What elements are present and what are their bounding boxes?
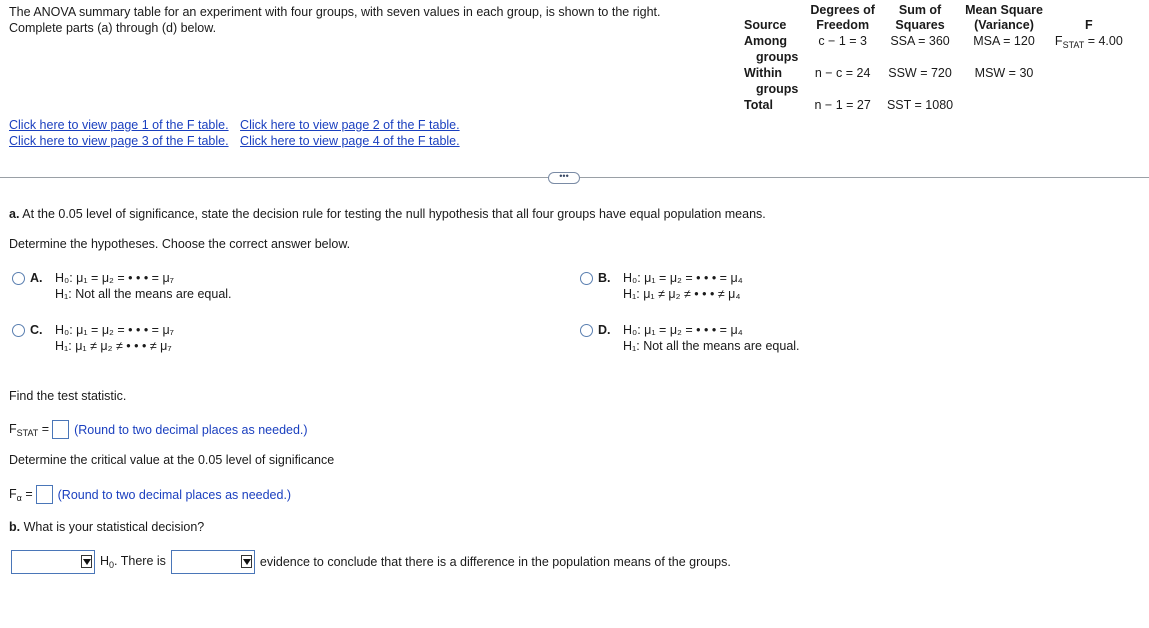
hypotheses-prompt: Determine the hypotheses. Choose the correct answer below. [9,237,351,251]
find-test-statistic-prompt: Find the test statistic. [9,389,127,403]
f-table-links [9,117,468,149]
option-a-h0: H₀: μ₁ = μ₂ = • • • = μ₇ [55,271,174,285]
source-among: Among groups [744,34,799,64]
anova-row-within [738,65,1129,97]
f-table-page-1-link[interactable]: Click here to view page 1 of the F table. [9,118,229,132]
option-c-body [55,322,174,354]
option-d-radio[interactable] [580,324,593,337]
header-df: Degrees of Freedom [810,3,875,32]
option-a-h1: H₁: Not all the means are equal. [55,287,232,301]
fstat-round-hint: (Round to two decimal places as needed.) [74,422,308,437]
option-a-body [55,270,232,302]
f-stat-value: $F_{STAT} = 4.00$ [1054,34,1123,50]
source-within: Within groups [744,66,799,96]
header-ss: Sum of Squares [895,3,945,32]
source-total: Total [744,98,773,112]
option-d-h1: H₁: Not all the means are equal. [623,339,800,353]
option-b-body [623,270,743,302]
f-table-page-3-link[interactable]: Click here to view page 3 of the F table. [9,134,229,148]
intro-line-2: Complete parts (a) through (d) below. [9,21,217,35]
falpha-answer-row [9,485,291,504]
option-b-h1: H₁: μ₁ ≠ μ₂ ≠ • • • ≠ μ₄ [623,287,741,301]
option-b-letter: B. [598,271,611,285]
part-b-label: b. [9,520,21,534]
anova-row-among [738,33,1129,65]
option-c-letter: C. [30,323,43,337]
df-among: c − 1 = 3 [818,34,867,48]
falpha-round-hint: (Round to two decimal places as needed.) [57,487,292,502]
f-total-empty [1049,97,1129,113]
header-f: F [1085,18,1093,32]
option-c-radio[interactable] [12,324,25,337]
anova-header-row [738,3,1129,33]
part-b-text: What is your statistical decision? [23,520,205,534]
option-d-body [623,322,800,354]
evidence-dropdown[interactable] [171,550,255,574]
ms-within: MSW = 30 [974,66,1034,80]
option-c-h0: H₀: μ₁ = μ₂ = • • • = μ₇ [55,323,174,337]
ms-total [959,97,1049,113]
expand-more-button[interactable]: ••• [548,172,580,184]
critical-value-prompt: Determine the critical value at the 0.05 level of significance [9,453,335,467]
ss-among: SSA = 360 [890,34,950,48]
decision-dropdown[interactable] [11,550,95,574]
fstat-input[interactable] [52,420,69,439]
ms-among: MSA = 120 [973,34,1035,48]
df-within: n − c = 24 [814,66,871,80]
header-source: Source [744,18,787,32]
intro-line-1: The ANOVA summary table for an experiment with four groups, with seven values in each group, is shown to the right. [9,5,661,19]
option-d-h0: H₀: μ₁ = μ₂ = • • • = μ₄ [623,323,743,337]
part-a-text: At the 0.05 level of significance, state the decision rule for testing the null hypothesis that all four groups have equal population means. [22,207,766,221]
part-a-question [9,207,766,221]
fstat-answer-row [9,420,308,439]
f-table-page-2-link[interactable]: Click here to view page 2 of the F table. [240,118,460,132]
part-a-label: a. [9,207,20,221]
option-a-radio[interactable] [12,272,25,285]
option-b-radio[interactable] [580,272,593,285]
option-c-h1: H₁: μ₁ ≠ μ₂ ≠ • • • ≠ μ₇ [55,339,172,353]
fstat-label: $F_{STAT}$ = [9,421,50,438]
df-total: n − 1 = 27 [814,98,871,112]
falpha-input[interactable] [36,485,53,504]
falpha-label: $F_\alpha$ = [9,486,33,503]
header-ms: Mean Square (Variance) [965,3,1043,32]
anova-row-total [738,97,1129,113]
option-a-letter: A. [30,271,43,285]
ss-within: SSW = 720 [888,66,952,80]
ss-total: SST = 1080 [886,98,954,112]
decision-middle-text: $H_0$. There is [100,554,166,570]
dropdown-arrow-icon[interactable] [81,555,92,568]
problem-intro [9,4,709,36]
decision-row [11,550,736,574]
option-d-letter: D. [598,323,611,337]
anova-summary-table [738,3,1129,113]
dropdown-arrow-icon[interactable] [241,555,252,568]
part-b-question [9,520,204,534]
f-within-empty [1049,65,1129,97]
f-table-page-4-link[interactable]: Click here to view page 4 of the F table. [240,134,460,148]
option-b-h0: H₀: μ₁ = μ₂ = • • • = μ₄ [623,271,743,285]
decision-tail-text: evidence to conclude that there is a difference in the population means of the groups. [259,555,731,569]
